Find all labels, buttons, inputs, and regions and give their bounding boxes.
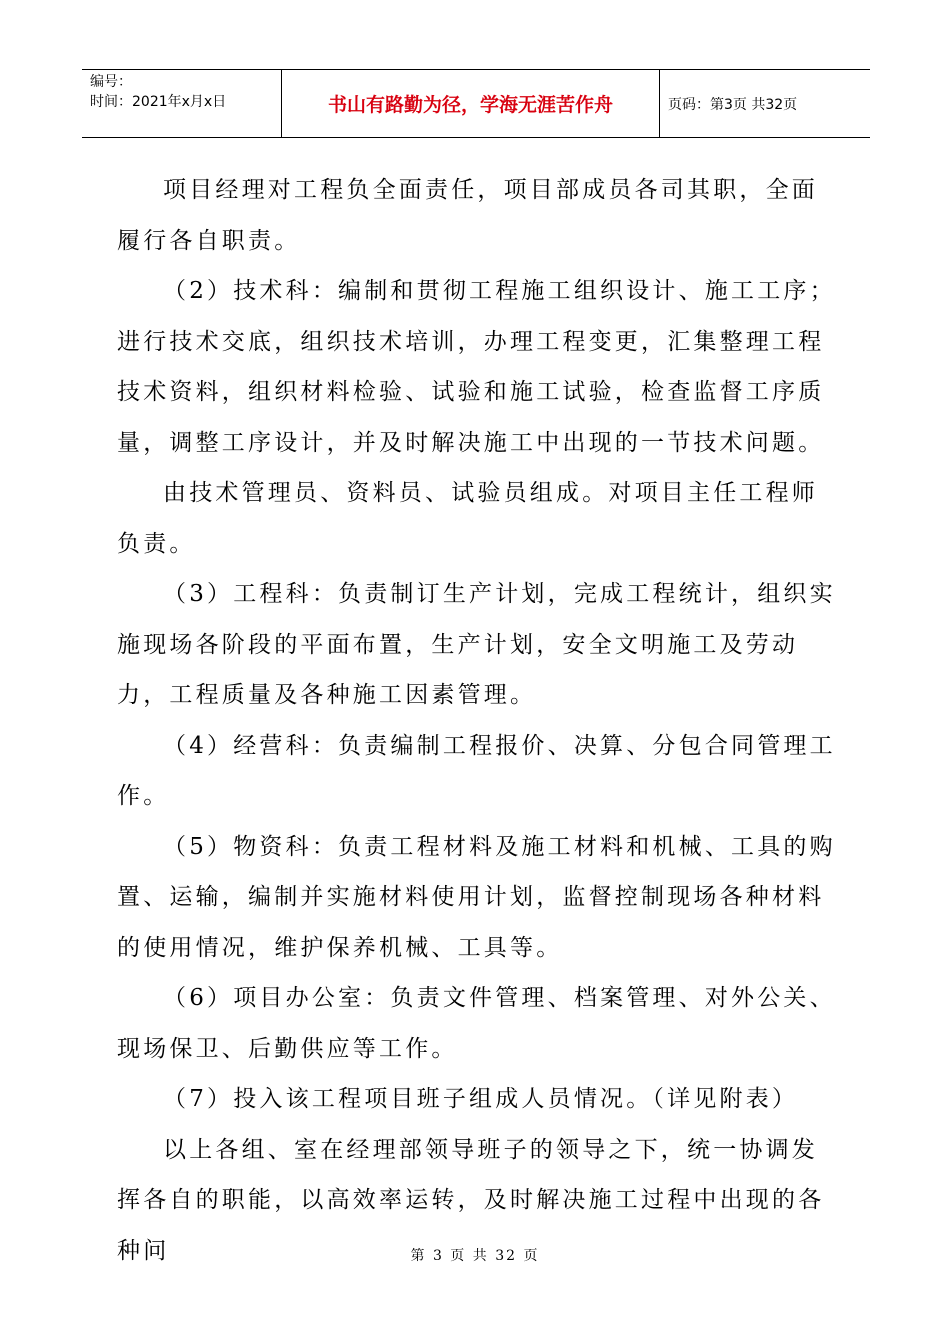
header-motto: 书山有路勤为径，学海无涯苦作舟 bbox=[282, 70, 660, 137]
header-page-number: 页码：第3页 共32页 bbox=[668, 96, 798, 113]
paragraph: 以上各组、室在经理部领导班子的领导之下，统一协调发挥各自的职能，以高效率运转，及时解决施工过程中出现的各种问 bbox=[117, 1136, 825, 1264]
document-date: 时间：2021年x月x日 bbox=[90, 94, 227, 110]
header-meta bbox=[82, 70, 282, 137]
paragraph: （2）技术科：编制和贯彻工程施工组织设计、施工工序；进行技术交底，组织技术培训，办理工程变更，汇集整理工程技术资料，组织材料检验、试验和施工试验，检查监督工序质量，调整工序设计，并及时解决施工中出现的一节技术问题。 bbox=[117, 278, 836, 456]
paragraph: （4）经营科：负责编制工程报价、决算、分包合同管理工作。 bbox=[117, 732, 836, 809]
page-footer: 第 3 页 共 32 页 bbox=[410, 1248, 540, 1264]
document-number-label: 编号： bbox=[90, 74, 132, 90]
paragraph: （3）工程科：负责制订生产计划，完成工程统计，组织实施现场各阶段的平面布置，生产计划，安全文明施工及劳动力，工程质量及各种施工因素管理。 bbox=[117, 581, 836, 708]
paragraph: （5）物资科：负责工程材料及施工材料和机械、工具的购置、运输，编制并实施材料使用计划，监督控制现场各种材料的使用情况，维护保养机械、工具等。 bbox=[117, 833, 836, 961]
paragraph: 项目经理对工程负全面责任，项目部成员各司其职，全面履行各自职责。 bbox=[117, 177, 818, 254]
document-body bbox=[117, 165, 842, 1276]
paragraph: （7）投入该工程项目班子组成人员情况。（详见附表） bbox=[163, 1086, 799, 1112]
page-header bbox=[82, 69, 870, 138]
paragraph: 由技术管理员、资料员、试验员组成。对项目主任工程师负责。 bbox=[117, 480, 818, 557]
paragraph: （6）项目办公室：负责文件管理、档案管理、对外公关、现场保卫、后勤供应等工作。 bbox=[117, 985, 836, 1062]
